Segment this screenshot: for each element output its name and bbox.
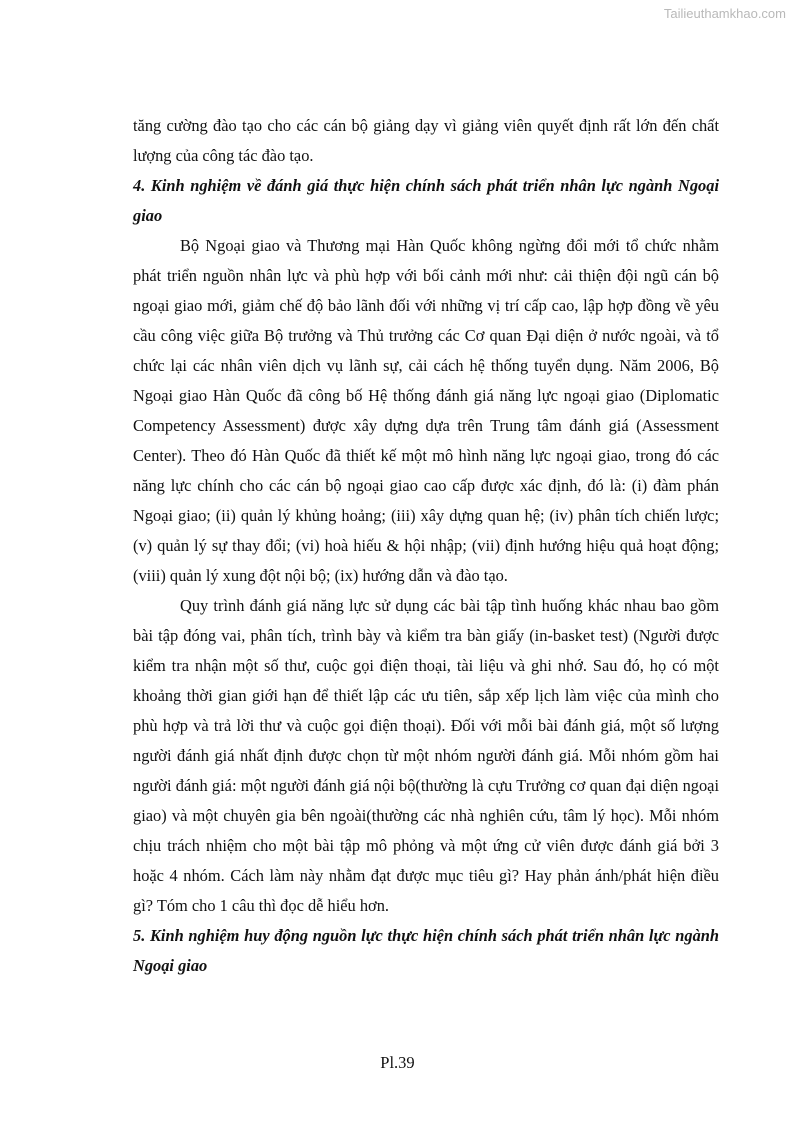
section-heading-4: 4. Kinh nghiệm về đánh giá thực hiện chính sách phát triển nhân lực ngành Ngoại giao — [133, 176, 719, 225]
paragraph-assessment-process: Quy trình đánh giá năng lực sử dụng các bài tập tình huống khác nhau bao gồm bài tập đóng vai, phân tích, trình bày và kiểm tra bàn giấy (in-basket test) (Người được kiểm tra nhận một số thư, cuộc gọi điện thoại, tài liệu và ghi nhớ. Sau đó, họ có một khoảng thời gian giới hạn để thiết lập các ưu tiên, sắp xếp lịch làm việc của mình cho phù hợp và trả lời thư và cuộc gọi điện thoại). Đối với mỗi bài đánh giá, một số lượng người đánh giá nhất định được chọn từ một nhóm người đánh giá. Mỗi nhóm gồm hai người đánh giá: một người đánh giá nội bộ(thường là cựu Trưởng cơ quan đại diện ngoại giao) và một chuyên gia bên ngoài(thường các nhà nghiên cứu, tâm lý học). Mỗi nhóm chịu trách nhiệm cho một bài tập mô phỏng và một ứng cử viên được đánh giá bởi 3 hoặc 4 nhóm. Cách làm này nhằm đạt được mục tiêu gì? Hay phản ánh/phát hiện điều gì? Tóm cho 1 câu thì đọc dễ hiểu hơn. — [133, 596, 719, 915]
paragraph-continuation: tăng cường đào tạo cho các cán bộ giảng dạy vì giảng viên quyết định rất lớn đến chất lượng của công tác đào tạo. — [133, 116, 719, 165]
section-heading-5: 5. Kinh nghiệm huy động nguồn lực thực hiện chính sách phát triển nhân lực ngành Ngoại giao — [133, 926, 719, 975]
page-number: Pl.39 — [380, 1053, 415, 1072]
paragraph-korea-reform: Bộ Ngoại giao và Thương mại Hàn Quốc không ngừng đổi mới tổ chức nhằm phát triển nguồn nhân lực và phù hợp với bối cảnh mới như: cải thiện đội ngũ cán bộ ngoại giao mới, giảm chế độ bảo lãnh đối với những vị trí cấp cao, lập hợp đồng về yêu cầu công việc giữa Bộ trưởng và Thủ trưởng các Cơ quan Đại diện ở nước ngoài, và tổ chức lại các nhân viên dịch vụ lãnh sự, cải cách hệ thống tuyển dụng. Năm 2006, Bộ Ngoại giao Hàn Quốc đã công bố Hệ thống đánh giá năng lực ngoại giao (Diplomatic Competency Assessment) được xây dựng dựa trên Trung tâm đánh giá (Assessment Center). Theo đó Hàn Quốc đã thiết kế một mô hình năng lực ngoại giao, trong đó các năng lực chính cho các cán bộ ngoại giao cao cấp được xác định, đó là: (i) đàm phán Ngoại giao; (ii) quản lý khủng hoảng; (iii) xây dựng quan hệ; (iv) phân tích chiến lược; (v) quản lý sự thay đổi; (vi) hoà hiếu & hội nhập; (vii) định hướng hiệu quả hoạt động; (viii) quản lý xung đột nội bộ; (ix) hướng dẫn và đào tạo. — [133, 236, 719, 585]
document-body — [133, 111, 719, 981]
watermark: Tailieuthamkhao.com — [663, 6, 786, 21]
